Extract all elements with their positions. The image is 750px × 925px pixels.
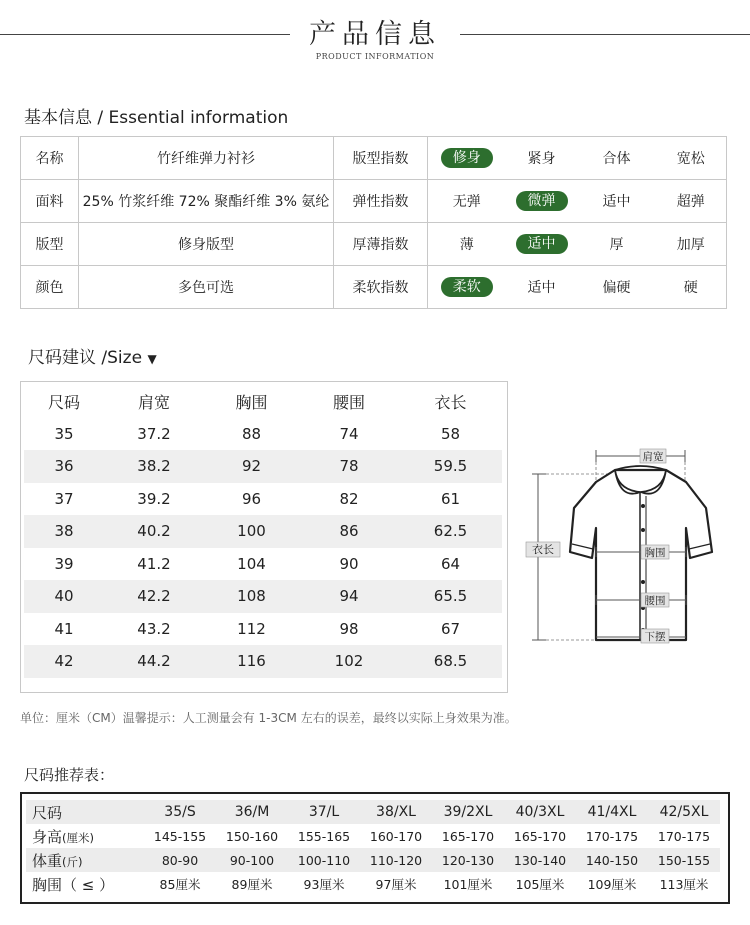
info-label: 版型 <box>21 223 79 266</box>
size-column-header: 衣长 <box>399 385 502 418</box>
size-cell: 41.2 <box>104 548 204 581</box>
size-cell: 62.5 <box>399 515 502 548</box>
info-option: 加厚 <box>676 237 705 253</box>
size-table <box>24 385 502 678</box>
recommend-cell: 165-170 <box>441 828 495 844</box>
recommend-cell: 170-175 <box>585 828 639 844</box>
size-column-header: 腰围 <box>299 385 399 418</box>
size-cell: 68.5 <box>399 645 502 678</box>
size-cell: 40 <box>24 580 104 613</box>
info-option-cell <box>578 180 656 223</box>
recommend-row <box>26 872 720 896</box>
info-option: 薄 <box>459 237 474 253</box>
size-cell: 37.2 <box>104 418 204 451</box>
size-row <box>24 515 502 548</box>
info-label: 面料 <box>21 180 79 223</box>
size-row <box>24 450 502 483</box>
info-option-cell <box>578 266 656 309</box>
info-row <box>21 137 727 180</box>
info-option-cell <box>428 137 506 180</box>
recommend-cell: 38/XL <box>360 800 432 824</box>
size-cell: 65.5 <box>399 580 502 613</box>
info-option-cell <box>506 223 578 266</box>
info-row <box>21 180 727 223</box>
recommend-cell: 109厘米 <box>587 877 637 892</box>
recommend-cell: 42/5XL <box>648 800 720 824</box>
info-option-cell <box>428 266 506 309</box>
size-cell: 102 <box>299 645 399 678</box>
size-cell: 43.2 <box>104 613 204 646</box>
size-row <box>24 483 502 516</box>
essential-heading: 基本信息 / Essential information <box>24 108 289 128</box>
info-option: 适中 <box>602 194 631 210</box>
size-cell: 98 <box>299 613 399 646</box>
size-row <box>24 418 502 451</box>
info-option-cell <box>656 266 727 309</box>
info-option: 无弹 <box>452 194 481 210</box>
size-cell: 41 <box>24 613 104 646</box>
info-value: 多色可选 <box>79 266 334 309</box>
info-index-label: 厚薄指数 <box>334 223 428 266</box>
info-index-label: 弹性指数 <box>334 180 428 223</box>
info-option: 宽松 <box>676 151 705 167</box>
recommend-row <box>26 848 720 872</box>
recommend-cell: 145-155 <box>153 828 207 844</box>
recommend-cell: 120-130 <box>432 848 504 872</box>
recommend-cell: 40/3XL <box>504 800 576 824</box>
info-option-selected: 修身 <box>441 148 493 168</box>
info-index-label: 版型指数 <box>334 137 428 180</box>
size-cell: 94 <box>299 580 399 613</box>
recommend-cell: 89厘米 <box>231 877 273 892</box>
recommend-cell: 105厘米 <box>515 877 565 892</box>
info-option: 偏硬 <box>602 280 631 296</box>
size-cell: 42 <box>24 645 104 678</box>
recommend-cell: 100-110 <box>288 848 360 872</box>
recommend-cell: 36/M <box>216 800 288 824</box>
info-option: 超弹 <box>676 194 705 210</box>
size-cell: 38 <box>24 515 104 548</box>
size-cell: 74 <box>299 418 399 451</box>
diagram-label-shoulder: 肩宽 <box>642 451 664 463</box>
info-value: 竹纤维弹力衬衫 <box>79 137 334 180</box>
recommend-cell: 155-165 <box>297 828 351 844</box>
recommend-cell: 97厘米 <box>375 877 417 892</box>
recommend-cell: 110-120 <box>360 848 432 872</box>
recommend-cell: 170-175 <box>657 828 711 844</box>
recommend-row-label <box>26 800 144 824</box>
size-cell: 39.2 <box>104 483 204 516</box>
recommend-row-label <box>26 872 144 896</box>
dropdown-arrow-icon: ▼ <box>147 352 157 366</box>
info-option-cell <box>656 180 727 223</box>
recommend-cell: 150-155 <box>648 848 720 872</box>
recommend-row <box>26 824 720 848</box>
recommend-label-unit: (斤) <box>62 854 83 869</box>
essential-info-table <box>20 136 727 309</box>
recommend-cell: 113厘米 <box>659 877 709 892</box>
info-option-cell <box>428 180 506 223</box>
recommend-cell: 37/L <box>288 800 360 824</box>
size-column-header: 肩宽 <box>104 385 204 418</box>
info-option-cell <box>506 180 578 223</box>
recommend-row <box>26 800 720 824</box>
size-cell: 67 <box>399 613 502 646</box>
info-label: 颜色 <box>21 266 79 309</box>
size-row <box>24 613 502 646</box>
recommend-cell: 93厘米 <box>303 877 345 892</box>
size-cell: 58 <box>399 418 502 451</box>
info-option-cell <box>656 223 727 266</box>
recommend-table-box <box>20 792 730 904</box>
diagram-label-length: 衣长 <box>532 543 554 556</box>
info-option: 厚 <box>609 237 624 253</box>
shirt-measurement-diagram <box>520 440 750 655</box>
size-cell: 39 <box>24 548 104 581</box>
size-column-header: 胸围 <box>204 385 299 418</box>
size-cell: 35 <box>24 418 104 451</box>
size-cell: 116 <box>204 645 299 678</box>
size-cell: 104 <box>204 548 299 581</box>
info-option: 适中 <box>527 280 556 296</box>
recommend-cell: 101厘米 <box>443 877 493 892</box>
recommend-label-text: 身高 <box>32 827 63 846</box>
size-cell: 86 <box>299 515 399 548</box>
size-cell: 37 <box>24 483 104 516</box>
info-option: 合体 <box>602 151 631 167</box>
recommend-cell: 85厘米 <box>159 877 201 892</box>
size-cell: 38.2 <box>104 450 204 483</box>
size-cell: 92 <box>204 450 299 483</box>
recommend-cell: 80-90 <box>144 848 216 872</box>
recommend-row-label <box>26 824 144 848</box>
size-column-header: 尺码 <box>24 385 104 418</box>
size-row <box>24 645 502 678</box>
size-cell: 88 <box>204 418 299 451</box>
recommend-cell: 160-170 <box>369 828 423 844</box>
size-cell: 90 <box>299 548 399 581</box>
info-option-cell <box>506 266 578 309</box>
info-option-selected: 微弹 <box>516 191 568 211</box>
measurement-note: 单位：厘米（CM）温馨提示：人工测量会有 1-3CM 左右的误差，最终以实际上身效果为准。 <box>20 711 517 725</box>
size-header-row <box>24 385 502 418</box>
size-cell: 108 <box>204 580 299 613</box>
size-cell: 59.5 <box>399 450 502 483</box>
info-option-cell <box>506 137 578 180</box>
size-cell: 78 <box>299 450 399 483</box>
diagram-label-waist: 腰围 <box>644 595 666 607</box>
recommend-table <box>26 800 720 896</box>
recommend-cell: 140-150 <box>576 848 648 872</box>
size-cell: 40.2 <box>104 515 204 548</box>
info-option-selected: 适中 <box>516 234 568 254</box>
info-option-cell <box>578 137 656 180</box>
recommend-label-text: 尺码 <box>32 803 63 822</box>
diagram-label-chest: 胸围 <box>644 547 666 559</box>
size-cell: 64 <box>399 548 502 581</box>
recommend-label-unit: (厘米) <box>62 830 94 845</box>
info-option: 硬 <box>683 280 698 296</box>
info-value: 25% 竹浆纤维 72% 聚酯纤维 3% 氨纶 <box>79 180 334 223</box>
info-option: 紧身 <box>527 151 556 167</box>
recommend-cell: 130-140 <box>504 848 576 872</box>
info-value: 修身版型 <box>79 223 334 266</box>
info-label: 名称 <box>21 137 79 180</box>
info-index-label: 柔软指数 <box>334 266 428 309</box>
size-table-box <box>20 381 508 693</box>
page-title: 产品信息 <box>309 19 441 50</box>
info-row <box>21 266 727 309</box>
size-cell: 42.2 <box>104 580 204 613</box>
info-option-selected: 柔软 <box>441 277 493 297</box>
page-subtitle: PRODUCT INFORMATION <box>315 52 435 61</box>
recommend-label-text: 胸围（ ≤ ） <box>32 875 115 894</box>
recommend-cell: 35/S <box>144 800 216 824</box>
size-cell: 36 <box>24 450 104 483</box>
info-option-cell <box>578 223 656 266</box>
recommend-heading: 尺码推荐表： <box>24 766 115 784</box>
info-option-cell <box>428 223 506 266</box>
recommend-row-label <box>26 848 144 872</box>
size-row <box>24 548 502 581</box>
size-heading <box>28 343 157 368</box>
size-cell: 96 <box>204 483 299 516</box>
size-cell: 82 <box>299 483 399 516</box>
recommend-cell: 39/2XL <box>432 800 504 824</box>
info-option-cell <box>656 137 727 180</box>
recommend-cell: 150-160 <box>225 828 279 844</box>
size-cell: 61 <box>399 483 502 516</box>
diagram-label-hem: 下摆 <box>644 631 666 643</box>
size-row <box>24 580 502 613</box>
recommend-label-text: 体重 <box>32 851 63 870</box>
size-cell: 112 <box>204 613 299 646</box>
size-heading-text: 尺码建议 /Size <box>28 348 143 368</box>
size-cell: 100 <box>204 515 299 548</box>
recommend-cell: 90-100 <box>216 848 288 872</box>
recommend-cell: 165-170 <box>513 828 567 844</box>
info-row <box>21 223 727 266</box>
size-cell: 44.2 <box>104 645 204 678</box>
recommend-cell: 41/4XL <box>576 800 648 824</box>
